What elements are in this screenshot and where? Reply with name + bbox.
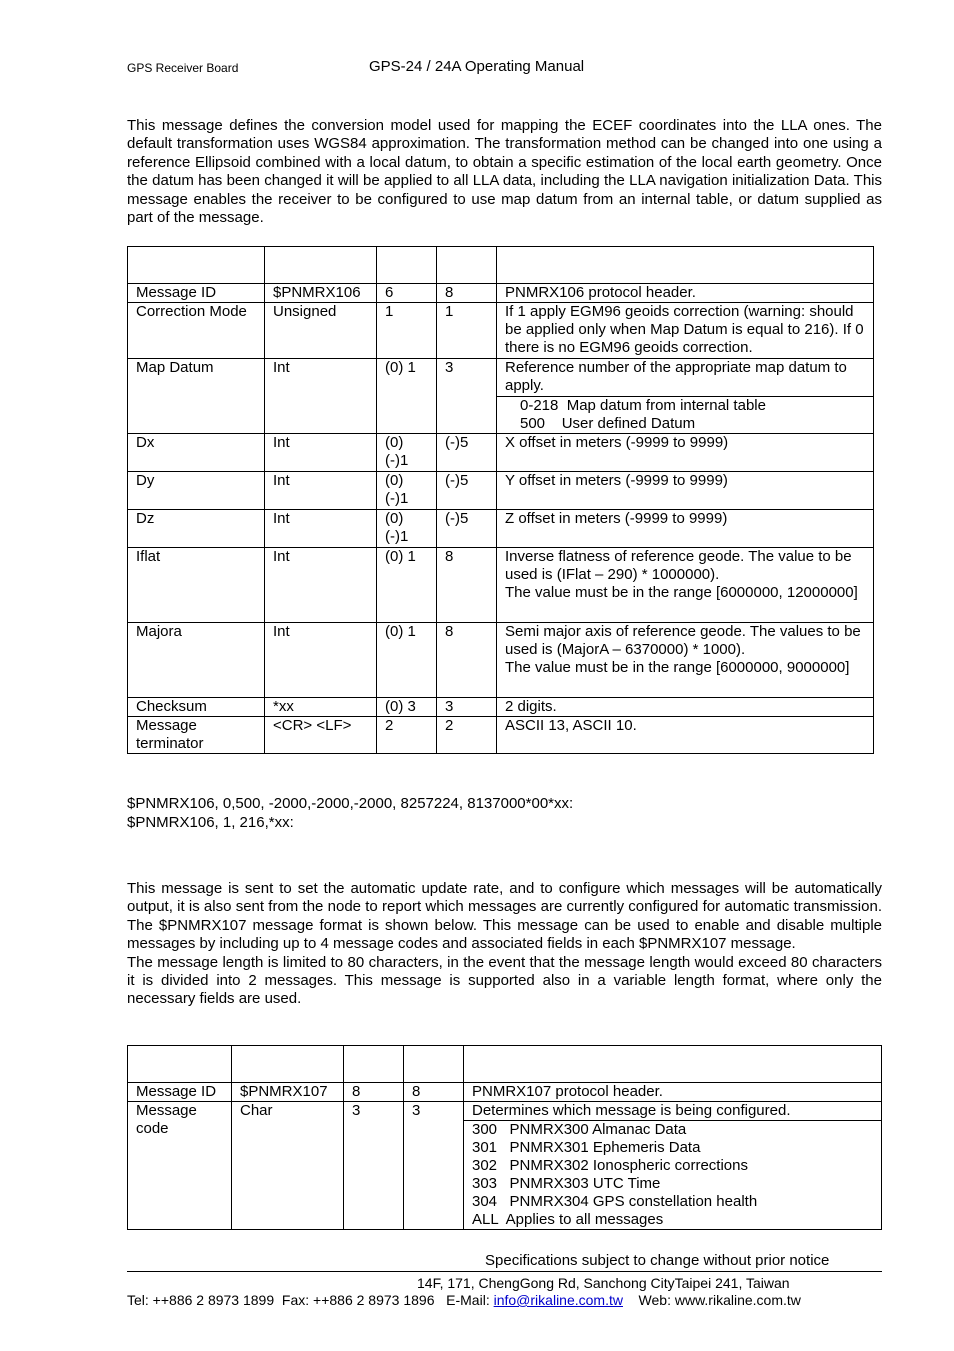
section2-paragraph: This message is sent to set the automatic update rate, and to configure which messages will be automatically output, it is also sent from the node to report which messages are currently configured for automatic transmission. The $PNMRX107 message format is shown below. This message can be used to enable and disable multiple messages by including up to 4 message codes and associated fields in each $PNMRX107 message. The message length is limited to 80 characters, in the event that the message length would exceed 80 characters it is divided into 2 messages. This message is supported also in a variable length format, where only the necessary fields are used.	[127, 880, 882, 1008]
cell-description: PNMRX107 protocol header.	[464, 1083, 882, 1102]
cell-name: Correction Mode	[128, 303, 265, 359]
header-title: GPS-24 / 24A Operating Manual	[369, 58, 585, 75]
cell-size-max: 2	[437, 717, 497, 754]
table-row	[128, 698, 874, 717]
cell-description: Semi major axis of reference geode. The values to be used is (MajorA – 6370000) * 1000). The value must be in the range [6000000, 9000000]	[497, 623, 874, 698]
cell-type: Int	[265, 623, 377, 698]
cell-size-max: 3	[437, 359, 497, 434]
cell-type: Int	[265, 548, 377, 623]
cell-description: Z offset in meters (-9999 to 9999)	[497, 510, 874, 548]
table-row	[128, 434, 874, 472]
cell-type: Int	[265, 359, 377, 434]
cell-type: *xx	[265, 698, 377, 717]
cell-description: 2 digits.	[497, 698, 874, 717]
cell-type: Int	[265, 510, 377, 548]
value-list-item: 500 User defined Datum	[520, 415, 696, 432]
footer-tel-fax: Tel: ++886 2 8973 1899 Fax: ++886 2 8973 1896 E-Mail:	[127, 1292, 494, 1308]
intro-paragraph: This message defines the conversion model used for mapping the ECEF coordinates into the LLA ones. The default transformation uses WGS84 approximation. The transformation method can be changed into one using a reference Ellipsoid combined with a local datum, to obtain a specific estimation of the local earth geometry. Once the datum has been changed it will be applied to all LLA data, including the LLA navigation initialization Data. This message enables the receiver to be configured to use map datum from an internal table, or datum supplied as part of the message.	[127, 117, 882, 227]
example-line-2: $PNMRX106, 1, 216,*xx:	[127, 814, 294, 831]
footer-note: Specifications subject to change without prior notice	[485, 1252, 830, 1269]
table-row	[128, 717, 874, 754]
cell-type: Int	[265, 472, 377, 510]
cell-type: Int	[265, 434, 377, 472]
cell-type: Char	[232, 1102, 344, 1230]
cell-type: $PNMRX107	[232, 1083, 344, 1102]
value-list-item: 304 PNMRX304 GPS constellation health	[472, 1193, 758, 1210]
cell-size-max: 8	[437, 623, 497, 698]
cell-type: $PNMRX106	[265, 284, 377, 303]
cell-description: PNMRX106 protocol header.	[497, 284, 874, 303]
table-row	[128, 510, 874, 548]
cell-size-min: 3	[344, 1102, 404, 1230]
email-link[interactable]: info@rikaline.com.tw	[493, 1292, 623, 1308]
cell-value-list	[464, 1121, 882, 1230]
footer-divider	[127, 1271, 882, 1272]
cell-name: Checksum	[128, 698, 265, 717]
table-header-row	[128, 247, 874, 284]
cell-size-min: 6	[377, 284, 437, 303]
cell-size-min: (0) (-)1	[377, 434, 437, 472]
table-row	[128, 359, 874, 397]
cell-type: <CR> <LF>	[265, 717, 377, 754]
cell-name: Message ID	[128, 284, 265, 303]
cell-size-max: 8	[404, 1083, 464, 1102]
value-list-item: 0-218 Map datum from internal table	[520, 397, 766, 414]
example-line-1: $PNMRX106, 0,500, -2000,-2000,-2000, 8257224, 8137000*00*xx:	[127, 795, 574, 812]
cell-size-max: 3	[437, 698, 497, 717]
cell-description: Y offset in meters (-9999 to 9999)	[497, 472, 874, 510]
table-row	[128, 1083, 882, 1102]
cell-size-max: (-)5	[437, 434, 497, 472]
cell-name: Iflat	[128, 548, 265, 623]
table-row	[128, 472, 874, 510]
table-header-row	[128, 1046, 882, 1083]
value-list-item: 301 PNMRX301 Ephemeris Data	[472, 1139, 701, 1156]
cell-size-min: (0) (-)1	[377, 472, 437, 510]
pnmrx106-table	[127, 246, 874, 754]
cell-size-max: (-)5	[437, 510, 497, 548]
footer-web: Web: www.rikaline.com.tw	[622, 1292, 801, 1308]
table-row	[128, 303, 874, 359]
cell-description: Reference number of the appropriate map datum to apply.	[497, 359, 874, 397]
cell-name: Dz	[128, 510, 265, 548]
cell-name: Majora	[128, 623, 265, 698]
cell-name: Message ID	[128, 1083, 232, 1102]
table-row	[128, 548, 874, 623]
cell-size-min: 1	[377, 303, 437, 359]
cell-size-min: (0) 1	[377, 359, 437, 434]
table-row	[128, 623, 874, 698]
header-left: GPS Receiver Board	[127, 61, 239, 75]
cell-size-min: (0) (-)1	[377, 510, 437, 548]
pnmrx107-table	[127, 1045, 882, 1230]
cell-size-max: 1	[437, 303, 497, 359]
cell-value-list	[497, 397, 874, 434]
table-row	[128, 284, 874, 303]
cell-size-min: (0) 1	[377, 548, 437, 623]
cell-description: Determines which message is being configured.	[464, 1102, 882, 1121]
value-list-item: 302 PNMRX302 Ionospheric corrections	[472, 1157, 748, 1174]
cell-size-max: 8	[437, 284, 497, 303]
value-list-item: 300 PNMRX300 Almanac Data	[472, 1121, 687, 1138]
cell-description: X offset in meters (-9999 to 9999)	[497, 434, 874, 472]
cell-name: Map Datum	[128, 359, 265, 434]
value-list-item: ALL Applies to all messages	[472, 1211, 664, 1228]
cell-name: Dy	[128, 472, 265, 510]
cell-size-min: (0) 1	[377, 623, 437, 698]
cell-size-min: 2	[377, 717, 437, 754]
cell-description: Inverse flatness of reference geode. The value to be used is (IFlat – 290) * 1000000). The value must be in the range [6000000, 12000000]	[497, 548, 874, 623]
table-row	[128, 1102, 882, 1121]
cell-description: ASCII 13, ASCII 10.	[497, 717, 874, 754]
footer-address: 14F, 171, ChengGong Rd, Sanchong CityTaipei 241, Taiwan	[417, 1275, 790, 1291]
cell-size-max: 3	[404, 1102, 464, 1230]
cell-name: Dx	[128, 434, 265, 472]
cell-size-min: 8	[344, 1083, 404, 1102]
cell-description: If 1 apply EGM96 geoids correction (warning: should be applied only when Map Datum is equal to 216). If 0 there is no EGM96 geoids correction.	[497, 303, 874, 359]
cell-name: Message code	[128, 1102, 232, 1230]
footer-contact	[127, 1292, 801, 1308]
cell-name: Message terminator	[128, 717, 265, 754]
cell-size-max: (-)5	[437, 472, 497, 510]
value-list-item: 303 PNMRX303 UTC Time	[472, 1175, 661, 1192]
cell-size-min: (0) 3	[377, 698, 437, 717]
cell-size-max: 8	[437, 548, 497, 623]
cell-type: Unsigned	[265, 303, 377, 359]
